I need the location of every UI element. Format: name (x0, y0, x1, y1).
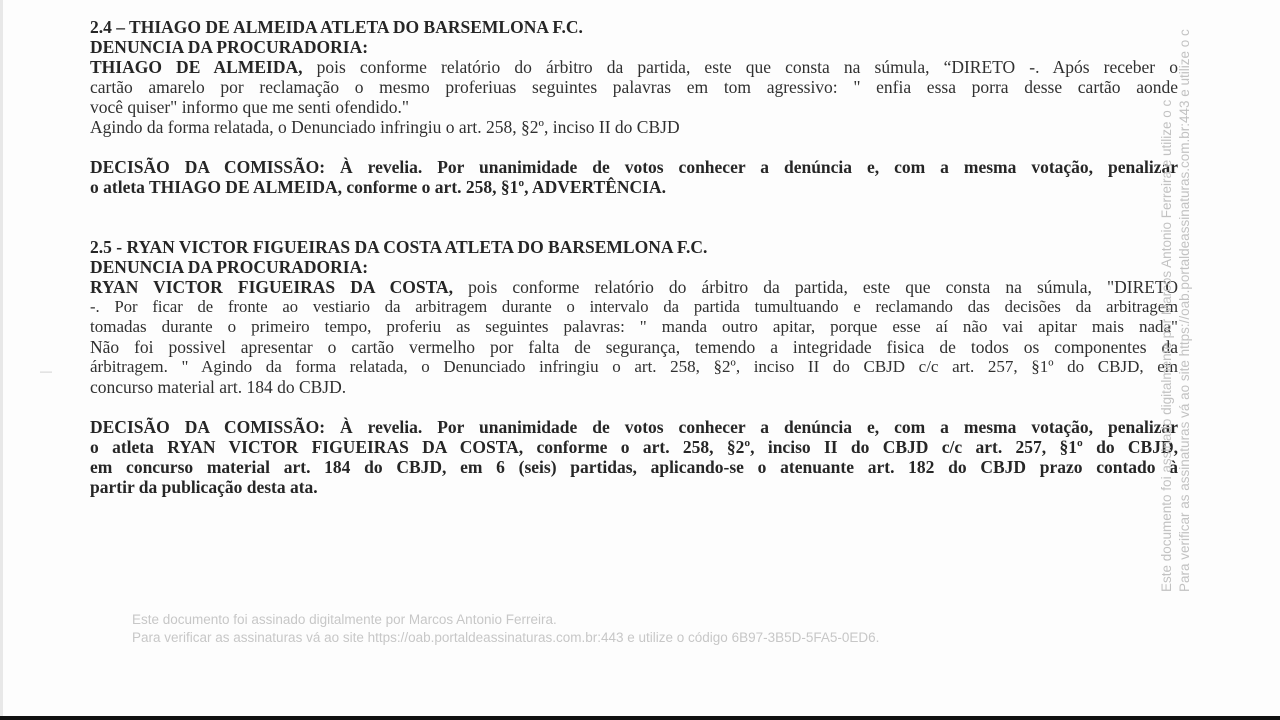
complaint-text-line (90, 57, 1178, 77)
section-2-5 (90, 237, 1178, 497)
complaint-text-line: concurso material art. 184 do CBJD. (90, 377, 347, 397)
side-signature-line: Este documento foi assinado digitalmente por Marcos Antonio Ferreira e utilize o c (1159, 99, 1174, 592)
spacer (90, 137, 1178, 157)
bottom-border (0, 716, 1280, 720)
accused-name: RYAN VICTOR FIGUEIRAS DA COSTA, (90, 277, 454, 297)
decision-line: em concurso material art. 184 do CBJD, em 6 (seis) partidas, aplicando-se o atenuante art. 182 do CBJD prazo contado à (90, 457, 1178, 477)
decision-line: o atleta RYAN VICTOR FIGUEIRAS DA COSTA, conforme o art. 258, §2º, inciso II do CBJD c/c art. 257, §1º do CBJD, (90, 437, 1178, 457)
complaint-text-line: árbitragem. " Agindo da forma relatada, o Denunciado infringiu o art. 258, §2º, inciso II do CBJD c/c art. 257, §1º do CBJD, em (90, 357, 1178, 376)
decision-line: partir da publicação desta ata. (90, 477, 318, 497)
left-edge (0, 0, 3, 716)
spacer (90, 197, 1178, 237)
spacer (90, 397, 1178, 417)
signature-line: Este documento foi assinado digitalmente por Marcos Antonio Ferreira. (132, 612, 557, 627)
complaint-text: pois conforme relatório do árbitro da partida, este que consta na súmula, "DIRETO (468, 277, 1179, 297)
complaint-text-line: você quiser" informo que me senti ofendido." (90, 97, 409, 117)
decision-line: o atleta THIAGO DE ALMEIDA, conforme o art. 258, §1º, ADVERTÊNCIA. (90, 177, 667, 197)
section-2-4 (90, 17, 1178, 197)
section-subheading: DENUNCIA DA PROCURADORIA: (90, 37, 369, 57)
complaint-text-line: cartão amarelo por reclamação o mesmo proferiuas seguintes palavras em tom agressivo: " enfia essa porra desse cartão aonde (90, 77, 1178, 97)
complaint-text-line: tomadas durante o primeiro tempo, proferiu as seguintes palavras: " manda outro apitar, porque esse aí não vai apitar mais nada" (90, 317, 1178, 336)
section-subheading: DENUNCIA DA PROCURADORIA: (90, 257, 369, 277)
complaint-text-line (90, 277, 1178, 297)
accused-name: THIAGO DE ALMEIDA, (90, 57, 303, 77)
complaint-text-line: -. Por ficar de fronte ao vestiario da arbitragem durante o intervalo da partida tumultuando e reclamando das decisões da arbitragem (90, 297, 1178, 316)
complaint-text: pois conforme relatório do árbitro da partida, este que consta na súmula, “DIRETO -. Após receber o (316, 57, 1178, 77)
complaint-text-line: Não foi possivel apresentar o cartão vermelho por falta de segurança, temendo a integridade fisica de todos os componentes da (90, 337, 1178, 357)
document-page (90, 17, 1178, 497)
section-heading: 2.5 - RYAN VICTOR FIGUEIRAS DA COSTA ATLETA DO BARSEMLONA F.C. (90, 237, 708, 257)
side-signature-line: Para verificar as assinaturas vá ao site https://oab.portaldeassinaturas.com.br:443 e utilize o c (1177, 29, 1192, 592)
side-signature-watermark (1158, 0, 1194, 592)
signature-line: Para verificar as assinaturas vá ao site https://oab.portaldeassinaturas.com.br:443 e utilize o código 6B97-3B5D-5FA5-0ED6. (132, 630, 880, 645)
decision-line: DECISÃO DA COMISSÃO: À revelia. Por unanimidade de votos conhecer a denúncia e, com a mesma votação, penalizar (90, 157, 1178, 177)
decision-line: DECISÃO DA COMISSÃO: À revelia. Por unanimidade de votos conhecer a denúncia e, com a mesma votação, penalizar (90, 417, 1178, 437)
signature-watermark (132, 611, 879, 647)
scan-mark: — (40, 364, 52, 378)
complaint-text-line: Agindo da forma relatada, o Denunciado infringiu o art. 258, §2º, inciso II do CBJD (90, 117, 680, 137)
section-heading: 2.4 – THIAGO DE ALMEIDA ATLETA DO BARSEMLONA F.C. (90, 17, 583, 37)
